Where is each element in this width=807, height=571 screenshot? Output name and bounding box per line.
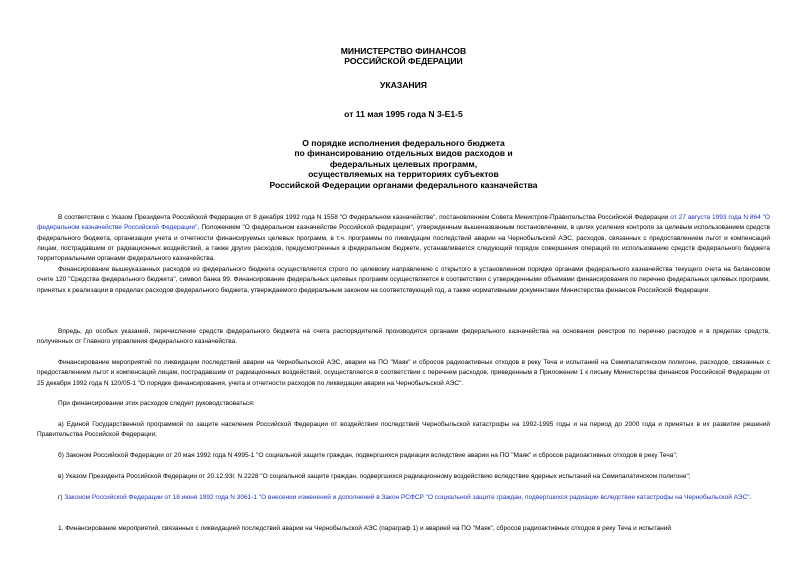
title-line-2: по финансированию отдельных видов расходов и <box>294 148 513 159</box>
paragraph-guidance: При финансировании этих расходов следует руководствоваться: <box>58 400 255 407</box>
ministry-header <box>0 46 807 67</box>
ministry-line-2: РОССИЙСКОЙ ФЕДЕРАЦИИ <box>344 56 463 67</box>
list-item-v: в) Указом Президента Российской Федерации от 20.12.93г. N 2228 "О социальной защите граждан, подвергшихся радиационному воздействию вследствие ядерных испытаний на Семипалатинском полигоне"; <box>58 473 691 480</box>
title-line-3: федеральных целевых программ, <box>329 158 478 169</box>
list-item-b: б) Законом Российской Федерации от 20 мая 1992 года N 4995-1 "О социальной защите граждан, подвергшихся радиации вследствие аварии на ПО "Маяк" и сбросов радиоактивных отходов в реку Теча"; <box>58 452 678 459</box>
document-title <box>0 138 807 190</box>
title-line-1: О порядке исполнения федерального бюджета <box>302 138 505 148</box>
list-item-a: а) Единой Государственной программой по защите населения Российской Федерации от воздействия последствий Чернобыльской катастрофы на 1992-1995 годы и на период до 2000 года и принятых в их развитие решений Правительства Российской Федерации; <box>37 421 770 439</box>
paragraph-chernobyl: Финансирование мероприятий по ликвидации последствий аварии на Чернобыльской АЭС, аварии на ПО "Маяк" и сбросов радиоактивных отходов в реку Теча и испытаний на Семипалатинском полигоне, расходов, связанных с предоставлением льгот и компенсаций лицам, пострадавшим от радиационных воздействий, осуществляется в соответствии с перечнем расходов, приведенным в Приложении 1 к письму Министерства финансов Российской Федерации от 25 декабря 1992 года N 120/05-1 "О порядке финансирования, учета и отчетности расходов по ликвидации аварии на Чернобыльской АЭС". <box>37 359 770 387</box>
decree-864-link[interactable]: от 27 августа 1993 года N 864 "О федеральном казначействе Российской Федерации" <box>37 214 770 232</box>
title-line-4: осуществляемых на территориях субъектов <box>308 169 499 180</box>
paragraph-financing: Финансирование вышеуказанных расходов из федерального бюджета осуществляется строго по целевому направлению с открытого в установленном порядке органами федерального казначейства текущего счета на балансовом счете 120 "Средства федерального бюджета", символ банка 99. Финансирование федеральных целевых программ осуществляется в соответствии с утвержденными объемами финансирования по перечню федеральных целевых программ, принятых к реализации в пределах расходов федерального бюджета, утверждаемого федеральным законом на соответствующий год, а также нормативными документами Министерства финансов Российской Федерации. <box>37 266 770 294</box>
paragraph-transfer: Впредь, до особых указаний, перечисление средств федерального бюджета на счета распорядителей производится органами федерального казначейства на основании реестров по перечню расходов и в пределах средств, полученных от Главного управления федерального казначейства. <box>37 328 770 346</box>
list-item-g: г) Законом Российской Федерации от 18 июня 1992 года N 3061-1 "О внесении изменений и дополнений в Закон РСФСР "О социальной защите граждан, подвергшихся радиации вследствие катастрофы на Чернобыльской АЭС". <box>58 494 752 501</box>
law-3061-link[interactable]: Законом Российской Федерации от 18 июня 1992 года N 3061-1 "О внесении изменений и дополнений в Закон РСФСР "О социальной защите граждан, подвергшихся радиации вследствие катастрофы на Чернобыльской АЭС" <box>64 494 750 501</box>
title-line-5: Российской Федерации органами федерального казначейства <box>269 179 538 190</box>
document-date-number: от 11 мая 1995 года N 3-Е1-5 <box>344 109 463 119</box>
paragraph-intro: В соответствии с Указом Президента Российской Федерации от 8 декабря 1992 года N 1558 "О Федеральном казначействе", постановлением Совета Министров-Правительства Российской Федерации от 27 августа 1993 года N 864 "О федеральном казначействе Российской Федерации", Положением "О федеральном казначействе Российской федерации", утвержденным вышеназванным постановлением, в целях усиления контроля за целевым использованием средств федерального бюджета, организации учета и отчетности финансируемых целевых программ, в т.ч. программы по ликвидации последствий аварии на Чернобыльской АЭС, расходов, связанных с предоставлением льгот и компенсаций лицам, пострадавшим от радиационных воздействий, а также других расходов, предусмотренных в федеральном бюджете, устанавливается следующий порядок совершения операций по использованию средств федерального бюджета территориальными органами федерального казначейства. <box>37 214 770 263</box>
ministry-line-1: МИНИСТЕРСТВО ФИНАНСОВ <box>340 46 467 56</box>
document-type: УКАЗАНИЯ <box>380 80 427 90</box>
paragraph-section-1: 1. Финансирование мероприятий, связанных с ликвидацией последствий аварии на Чернобыльской АЭС (параграф 1) и аварией на ПО "Маяк", сбросов радиоактивных отходов в реку Теча и испытаний <box>58 525 672 532</box>
